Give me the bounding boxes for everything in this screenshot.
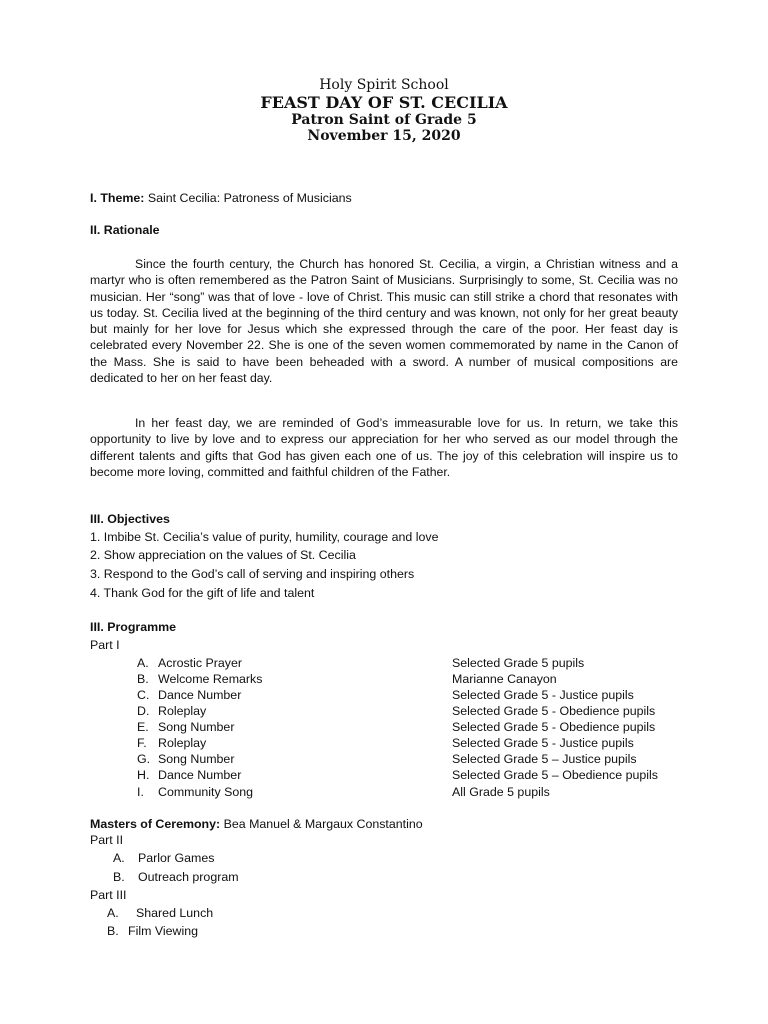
row-item: Community Song xyxy=(158,785,254,799)
part-3-label: Part III xyxy=(90,888,127,902)
row-item: Roleplay xyxy=(158,704,207,718)
rationale-paragraph-2 xyxy=(90,415,678,480)
document-subtitle: Patron Saint of Grade 5 xyxy=(291,112,477,128)
programme-row xyxy=(0,656,768,672)
paragraph-text: Since the fourth century, the Church has honored St. Cecilia, a virgin, a Christian witness and a martyr who is often remembered as the Patron Saint of Musicians. Surprisingly to some, St. Cecilia was no musician. Her “song” was that of love - love of Christ. This music can still strike a chord that resonates with us today. St. Cecilia lived at the beginning of the third century and was known, not only for her great beauty but mainly for her love for Jesus which she expressed through the care of the poor. Her feast day is celebrated every November 22. She is one of the seven women commemorated by name in the Canon of the Mass. She is said to have been beheaded with a sword. A number of musical compositions are dedicated to her on her feast day. xyxy=(90,257,678,386)
programme-row xyxy=(0,704,768,720)
item-text: Parlor Games xyxy=(138,851,215,865)
row-performer: Selected Grade 5 pupils xyxy=(452,656,585,670)
part-2-label: Part II xyxy=(90,833,124,847)
item-letter: A. xyxy=(107,906,119,920)
item-text: Outreach program xyxy=(138,870,239,884)
row-letter: I. xyxy=(137,785,144,799)
objective-item: 2. Show appreciation on the values of St. Cecilia xyxy=(90,548,356,562)
objectives-heading: III. Objectives xyxy=(90,512,170,526)
document-header xyxy=(0,77,768,144)
theme-line xyxy=(90,191,352,205)
item-letter: B. xyxy=(107,924,119,938)
row-letter: D. xyxy=(137,704,150,718)
part-3-item xyxy=(107,906,213,920)
programme-row xyxy=(0,785,768,801)
item-text: Shared Lunch xyxy=(136,906,214,920)
rationale-heading: II. Rationale xyxy=(90,223,160,237)
row-item: Acrostic Prayer xyxy=(158,656,242,670)
paragraph-text: In her feast day, we are reminded of God’s immeasurable love for us. In return, we take this opportunity to live by love and to express our appreciation for her who served as our model through the different talents and gifts that God has given each one of us. The joy of this celebration will inspire us to become more loving, committed and faithful children of the Father. xyxy=(90,416,678,479)
row-performer: Selected Grade 5 – Obedience pupils xyxy=(452,768,658,782)
row-item: Roleplay xyxy=(158,736,207,750)
theme-label: I. Theme: xyxy=(90,191,145,205)
programme-row xyxy=(0,768,768,784)
mc-value: Bea Manuel & Margaux Constantino xyxy=(220,817,423,831)
item-letter: B. xyxy=(113,870,125,884)
theme-value: Saint Cecilia: Patroness of Musicians xyxy=(144,191,352,205)
row-letter: G. xyxy=(137,752,151,766)
row-performer: Marianne Canayon xyxy=(452,672,557,686)
item-letter: A. xyxy=(113,851,125,865)
row-performer: Selected Grade 5 - Justice pupils xyxy=(452,688,634,702)
row-item: Song Number xyxy=(158,720,235,734)
school-name: Holy Spirit School xyxy=(319,77,449,93)
row-letter: B. xyxy=(137,672,149,686)
row-letter: E. xyxy=(137,720,149,734)
objective-item: 3. Respond to the God’s call of serving and inspiring others xyxy=(90,567,415,581)
masters-of-ceremony xyxy=(90,817,423,831)
row-item: Song Number xyxy=(158,752,235,766)
mc-label: Masters of Ceremony: xyxy=(90,817,221,831)
programme-row xyxy=(0,720,768,736)
objective-item: 1. Imbibe St. Cecilia’s value of purity, humility, courage and love xyxy=(90,530,439,544)
objective-item: 4. Thank God for the gift of life and talent xyxy=(90,586,315,600)
row-letter: F. xyxy=(137,736,147,750)
item-text: Film Viewing xyxy=(128,924,199,938)
row-letter: C. xyxy=(137,688,150,702)
row-performer: Selected Grade 5 - Justice pupils xyxy=(452,736,634,750)
row-performer: All Grade 5 pupils xyxy=(452,785,550,799)
programme-heading: III. Programme xyxy=(90,620,177,634)
programme-row xyxy=(0,752,768,768)
row-performer: Selected Grade 5 - Obedience pupils xyxy=(452,704,656,718)
programme-row xyxy=(0,688,768,704)
document-date: November 15, 2020 xyxy=(307,128,461,144)
programme-row xyxy=(0,736,768,752)
part-1-label: Part I xyxy=(90,638,120,652)
row-letter: H. xyxy=(137,768,150,782)
part-2-item xyxy=(113,851,214,865)
row-performer: Selected Grade 5 – Justice pupils xyxy=(452,752,637,766)
programme-row xyxy=(0,672,768,688)
row-item: Dance Number xyxy=(158,688,242,702)
document-title: FEAST DAY OF ST. CECILIA xyxy=(260,93,508,112)
row-performer: Selected Grade 5 - Obedience pupils xyxy=(452,720,656,734)
part-2-item xyxy=(113,870,239,884)
row-item: Dance Number xyxy=(158,768,242,782)
row-item: Welcome Remarks xyxy=(158,672,263,686)
rationale-paragraph-1 xyxy=(90,256,678,386)
row-letter: A. xyxy=(137,656,149,670)
part-3-item xyxy=(107,924,198,938)
